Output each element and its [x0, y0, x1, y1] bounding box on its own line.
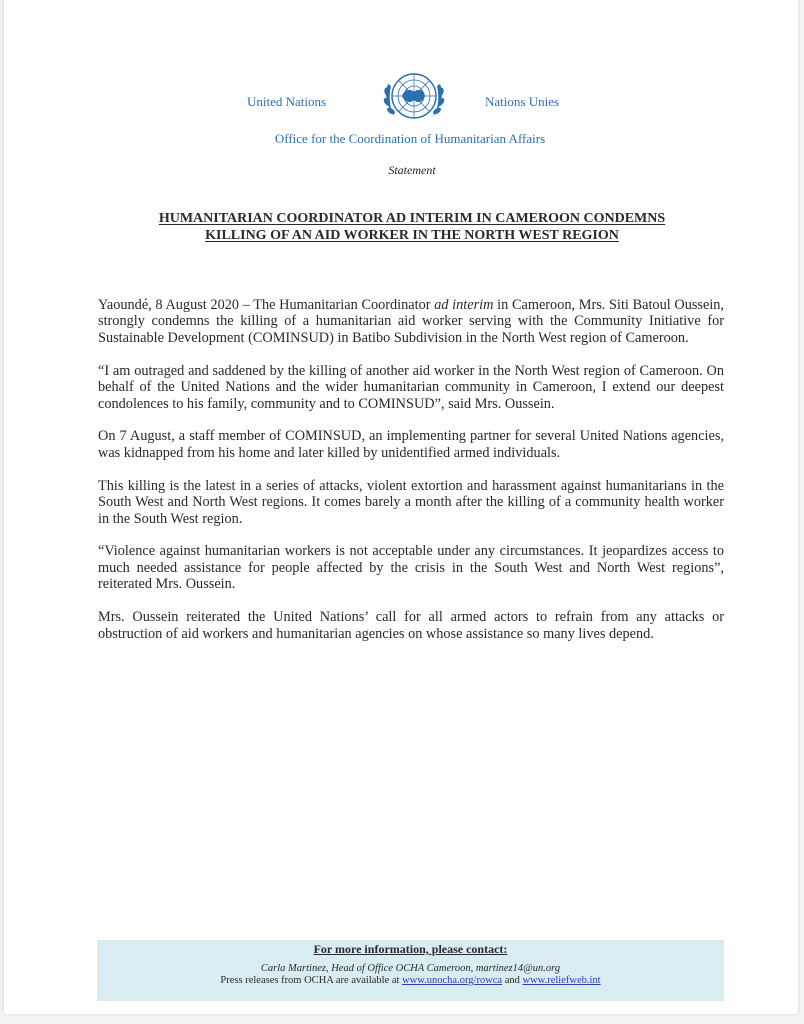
ocha-office-title: Office for the Coordination of Humanitarian Affairs [274, 131, 546, 146]
united-nations-label: United Nations [247, 94, 327, 109]
document-type-label: Statement [388, 163, 436, 177]
headline-line-2: KILLING OF AN AID WORKER IN THE NORTH WEST REGION [205, 228, 619, 243]
intro-text-end: in Cameroon, Mrs. Siti Batoul Oussein, strongly condemns the killing of a humanitarian aid worker serving with the Community Initiative for Sustainable Development (COMINSUD) in Batibo Subdivision in the North West region of Cameroon. [98, 297, 725, 346]
paragraph-quote-1: “I am outraged and saddened by the killing of another aid worker in the North West region of Cameroon. On behalf of the United Nations and the wider humanitarian community in Cameroon, I extend our deepest condolences to his family, community and to COMINSUD”, said Mrs. Oussein. [98, 362, 724, 412]
paragraph-quote-2: “Violence against humanitarian workers is not acceptable under any circumstances. It jeopardizes access to much needed assistance for people affected by the crisis in the South West and North West regions”, reiterated Mrs. Oussein. [98, 543, 724, 593]
statement-body [98, 297, 724, 659]
press-releases-line [97, 975, 724, 986]
paragraph-call: Mrs. Oussein reiterated the United Nations’ call for all armed actors to refrain from any attacks or obstruction of aid workers and humanitarian agencies on whose assistance so many lives depend. [98, 609, 724, 642]
intro-italic-term: ad interim [434, 297, 494, 313]
paragraph-intro [98, 297, 724, 346]
paragraph-context: This killing is the latest in a series of attacks, violent extortion and harassment against humanitarians in the South West and North West regions. It comes barely a month after the killing of a community health worker in the South West region. [98, 477, 724, 527]
press-and: and [502, 975, 523, 986]
intro-text-start: Yaoundé, 8 August 2020 – The Humanitarian Coordinator [98, 297, 435, 313]
press-prefix: Press releases from OCHA are available at [220, 975, 403, 986]
unocha-rowca-link[interactable]: www.unocha.org/rowca [402, 975, 503, 986]
document-page [4, 0, 798, 1014]
paragraph-incident: On 7 August, a staff member of COMINSUD, an implementing partner for several United Nations agencies, was kidnapped from his home and later killed by unidentified armed individuals. [98, 428, 724, 461]
headline-line-1: HUMANITARIAN COORDINATOR AD INTERIM IN CAMEROON CONDEMNS [158, 211, 666, 226]
headline [4, 210, 804, 244]
contact-info-box [97, 940, 724, 1001]
contact-person-line: Carla Martinez, Head of Office OCHA Cameroon, martinez14@un.org [260, 963, 561, 974]
reliefweb-link[interactable]: www.reliefweb.int [522, 975, 601, 986]
un-emblem-icon [376, 66, 452, 130]
contact-box-title: For more information, please contact: [313, 942, 508, 956]
nations-unies-label: Nations Unies [485, 94, 560, 109]
